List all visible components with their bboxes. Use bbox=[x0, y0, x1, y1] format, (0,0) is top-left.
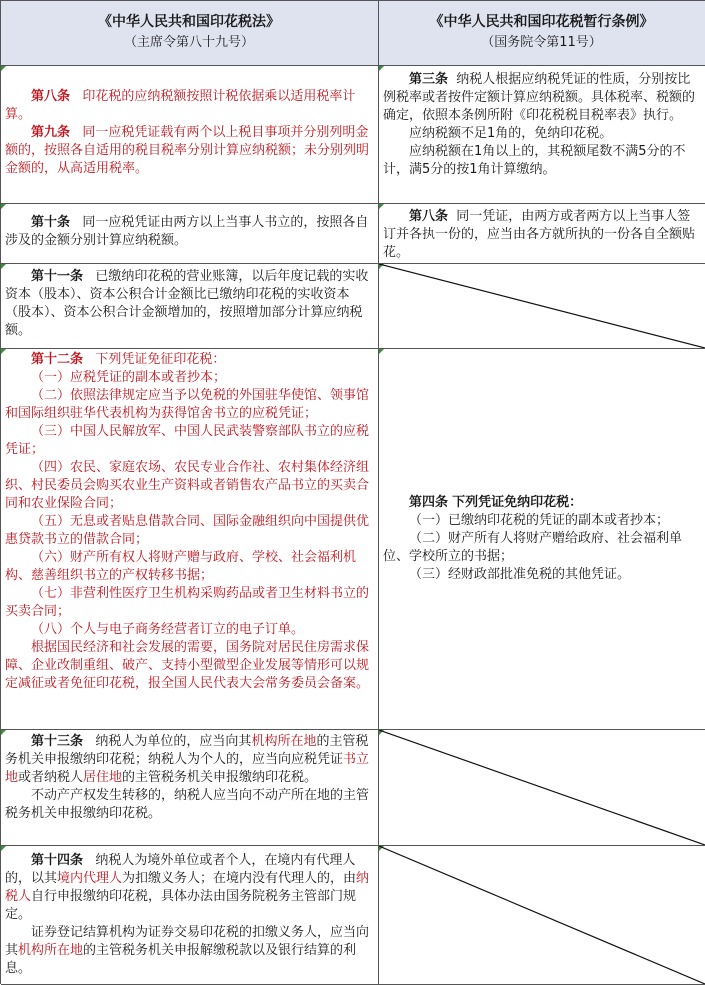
list-item: （一）已缴纳印花税的凭证的副本或者抄本； bbox=[409, 513, 670, 528]
diagonal-slash bbox=[379, 264, 705, 348]
article-label: 第三条 bbox=[409, 72, 449, 87]
article-text: 同一应税凭证由两方以上当事人书立的，按照各自涉及的金额分别计算应纳税额。 bbox=[5, 215, 369, 248]
article-label: 第八条 bbox=[31, 89, 71, 104]
row3-right-empty bbox=[379, 264, 705, 349]
article-text: 下列凭证免纳印花税： bbox=[452, 495, 583, 510]
article-text: 同一凭证，由两方或者两方以上当事人签订并各执一份的，应当由各方就所执的一份各自全额贴花。 bbox=[383, 209, 696, 260]
article-text: 应纳税额在1角以上的，其税额尾数不满5分的不计，满5分的按1角计算缴纳。 bbox=[383, 144, 686, 177]
article-label: 第十四条 bbox=[31, 853, 84, 868]
row6-right-empty bbox=[379, 846, 705, 985]
article-text: 已缴纳印花税的营业账簿，以后年度记载的实收资本（股本）、资本公积合计金额比已缴纳印花税的实收资本（股本）、资本公积合计金额增加的，按照增加部分计算应纳税额。 bbox=[5, 269, 369, 338]
article-label: 第十一条 bbox=[31, 269, 84, 284]
article-text: 应纳税额不足1角的，免纳印花税。 bbox=[409, 126, 613, 141]
highlight-text: 纳税人 bbox=[5, 871, 370, 904]
article-label: 第十二条 bbox=[31, 352, 84, 367]
article-text: 纳税人为单位的，应当向其 bbox=[95, 734, 252, 749]
article-text: 下列凭证免征印花税： bbox=[95, 352, 226, 367]
list-item: （六）财产所有权人将财产赠与政府、学校、社会福利机构、慈善组织书立的产权转移书据； bbox=[5, 550, 357, 583]
row1-left bbox=[1, 66, 379, 204]
row4-right bbox=[379, 349, 705, 730]
list-item: （七）非营利性医疗卫生机构采购药品或者卫生材料书立的买卖合同； bbox=[5, 586, 370, 619]
list-item: （八）个人与电子商务经营者订立的电子订单。 bbox=[31, 622, 305, 637]
row4-left bbox=[1, 349, 379, 730]
row6-left bbox=[1, 846, 379, 985]
diagonal-slash bbox=[379, 846, 705, 984]
regulation-title: 《中华人民共和国印花税暂行条例》 bbox=[429, 14, 654, 30]
article-text: 为扣缴义务人；在境内没有代理人的，由 bbox=[122, 871, 357, 886]
article-text: 的主管税务机关申报缴纳印花税；纳税人为个人的，应当向应税凭证 bbox=[5, 734, 369, 767]
law-subtitle: （主席令第八十九号） bbox=[123, 35, 254, 50]
article-text: 印花税的应纳税额按照计税依据乘以适用税率计算。 bbox=[5, 89, 356, 122]
list-item: （五）无息或者贴息借款合同、国际金融组织向中国提供优惠贷款书立的借款合同； bbox=[5, 514, 370, 547]
article-label: 第十三条 bbox=[31, 734, 84, 749]
list-item: （四）农民、家庭农场、农民专业合作社、农村集体经济组织、村民委员会购买农业生产资料或者销售农产品书立的买卖合同和农业保险合同； bbox=[5, 460, 370, 511]
row2-left bbox=[1, 204, 379, 264]
article-text: 证券登记结算机构为证券交易印花税的扣缴义务人，应当向其 bbox=[5, 925, 370, 958]
row3-left bbox=[1, 264, 379, 349]
article-text: 的主管税务机关申报解缴税款以及银行结算的利息。 bbox=[5, 943, 357, 976]
article-text: 根据国民经济和社会发展的需要，国务院对居民住房需求保障、企业改制重组、破产、支持小型微型企业发展等情形可以规定减征或者免征印花税，报全国人民代表大会常务委员会备案。 bbox=[5, 640, 370, 691]
list-item: （二）财产所有人将财产赠给政府、社会福利单位、学校所立的书据； bbox=[383, 531, 683, 564]
row5-right-empty bbox=[379, 730, 705, 846]
diagonal-slash bbox=[379, 730, 705, 845]
article-text: 或者纳税人 bbox=[18, 770, 84, 785]
highlight-text: 机构所在地 bbox=[18, 943, 84, 958]
row1-right bbox=[379, 66, 705, 204]
article-text: 纳税人根据应纳税凭证的性质，分别按比例税率或者按件定额计算应纳税额。具体税率、税额的确定，依照本条例所附《印花税税目税率表》执行。 bbox=[383, 72, 696, 123]
list-item: （三）经财政部批准免税的其他凭证。 bbox=[409, 567, 631, 582]
list-item: （三）中国人民解放军、中国人民武装警察部队书立的应税凭证； bbox=[5, 424, 370, 457]
law-title: 《中华人民共和国印花税法》 bbox=[98, 14, 280, 30]
article-text: 同一应税凭证载有两个以上税目事项并分别列明金额的，按照各自适用的税目税率分别计算应纳税额；未分别列明金额的，从高适用税率。 bbox=[5, 125, 370, 176]
article-label: 第十条 bbox=[31, 215, 71, 230]
highlight-text: 书立地 bbox=[5, 752, 370, 785]
row5-left bbox=[1, 730, 379, 846]
article-label: 第四条 bbox=[409, 495, 449, 510]
article-label: 第九条 bbox=[31, 125, 71, 140]
list-item: （二）依照法律规定应当予以免税的外国驻华使馆、领事馆和国际组织驻华代表机构为获得馆舍书立的应税凭证； bbox=[5, 388, 370, 421]
article-text: 纳税人为境外单位或者个人，在境内有代理人的，以其 bbox=[5, 853, 356, 886]
article-text: 不动产产权发生转移的，纳税人应当向不动产所在地的主管税务机关申报缴纳印花税。 bbox=[5, 788, 370, 821]
article-label: 第八条 bbox=[409, 209, 449, 224]
article-text: 的主管税务机关申报缴纳印花税。 bbox=[122, 770, 318, 785]
article-text: 自行申报缴纳印花税，具体办法由国务院税务主管部门规定。 bbox=[5, 889, 357, 922]
highlight-text: 居住地 bbox=[83, 770, 123, 785]
highlight-text: 机构所在地 bbox=[251, 734, 317, 749]
list-item: （一）应税凭证的副本或者抄本； bbox=[31, 370, 227, 385]
row2-right bbox=[379, 204, 705, 264]
highlight-text: 境内代理人 bbox=[57, 871, 123, 886]
header-right bbox=[379, 1, 705, 66]
regulation-subtitle: （国务院令第11号） bbox=[481, 35, 602, 50]
header-left bbox=[1, 1, 379, 66]
